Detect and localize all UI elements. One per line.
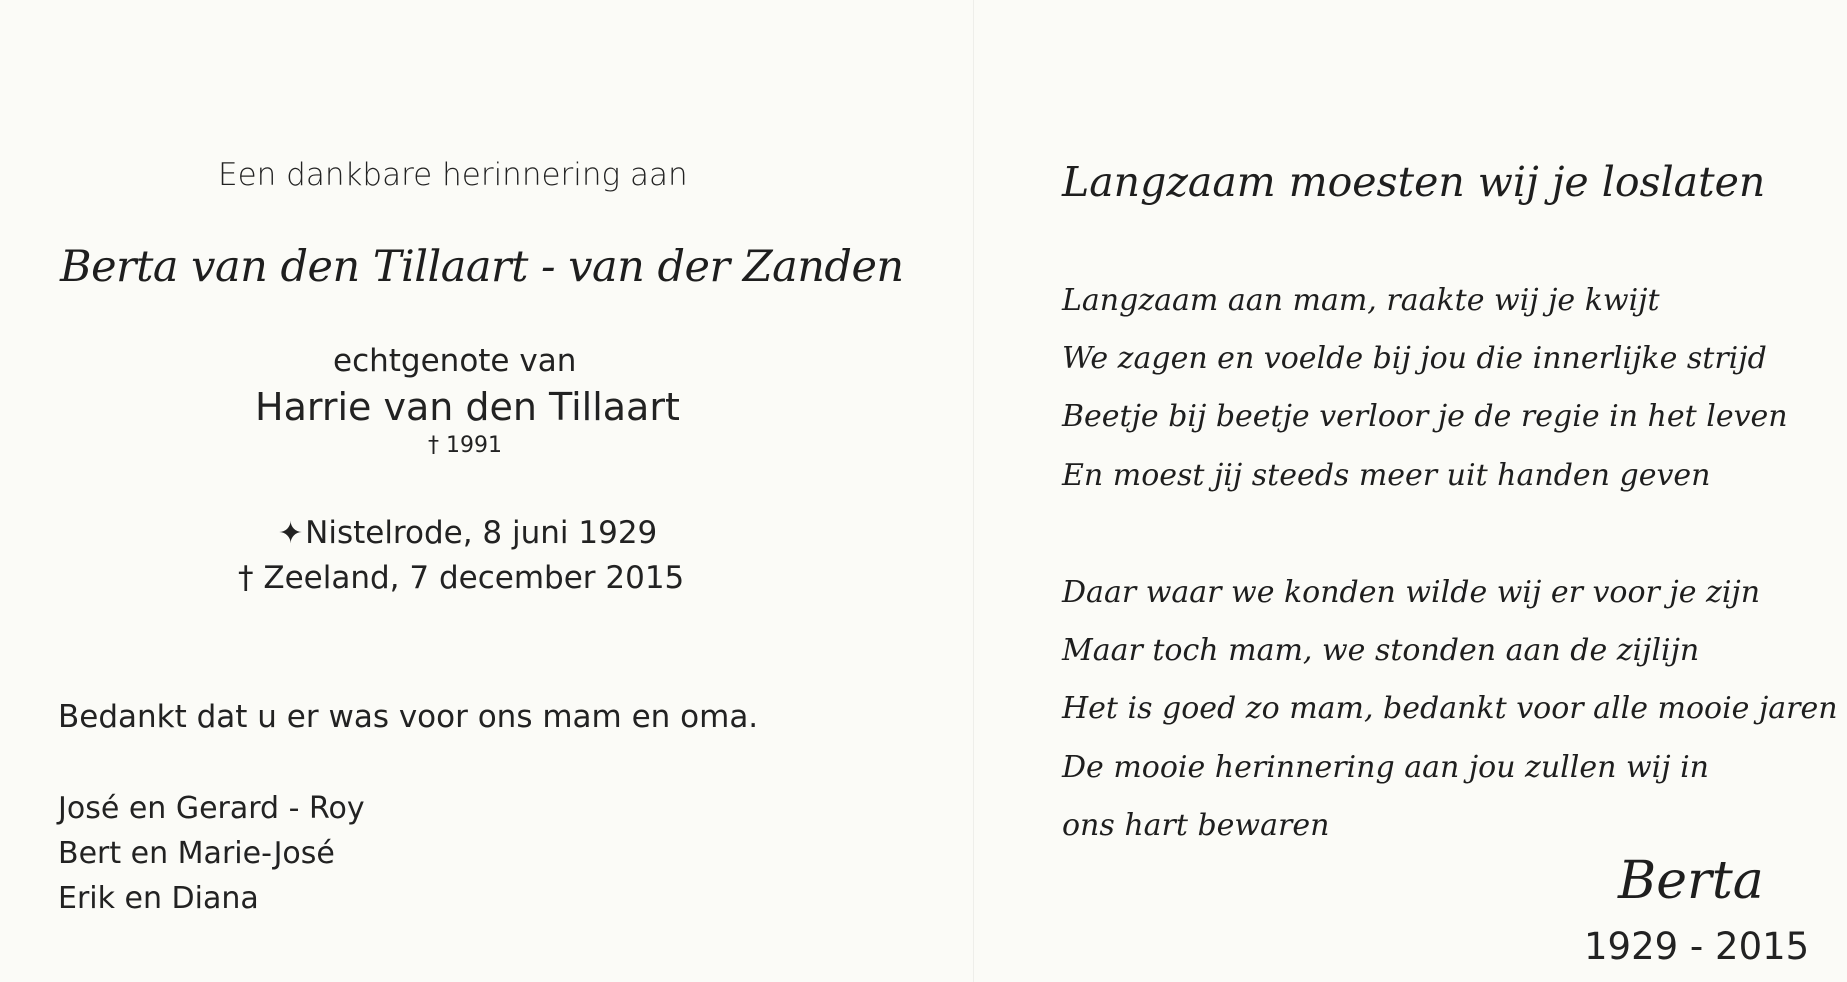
family-line: Erik en Diana bbox=[58, 881, 259, 916]
signature-years: 1929 - 2015 bbox=[1584, 925, 1810, 968]
poem-line: De mooie herinnering aan jou zullen wij in bbox=[1062, 750, 1710, 785]
family-line: José en Gerard - Roy bbox=[58, 791, 365, 826]
family-line: Bert en Marie-José bbox=[58, 836, 335, 871]
poem-line: Het is goed zo mam, bedankt voor alle mooie jaren bbox=[1062, 691, 1838, 726]
poem-line: En moest jij steeds meer uit handen geven bbox=[1062, 458, 1711, 493]
death-date: † Zeeland, 7 december 2015 bbox=[238, 560, 685, 596]
spouse-death-date: † 1991 bbox=[428, 433, 502, 458]
thanks-text: Bedankt dat u er was voor ons mam en oma. bbox=[58, 699, 759, 735]
intro-text: Een dankbare herinnering aan bbox=[218, 157, 688, 193]
poem-line: We zagen en voelde bij jou die innerlijke strijd bbox=[1062, 341, 1767, 376]
birth-date: Nistelrode, 8 juni 1929 bbox=[305, 515, 658, 551]
signature-name: Berta bbox=[1618, 851, 1764, 911]
spouse-label: echtgenote van bbox=[333, 343, 577, 379]
birth-star-icon: ✦ bbox=[278, 516, 304, 551]
poem-title: Langzaam moesten wij je loslaten bbox=[1062, 158, 1766, 206]
poem-line: Langzaam aan mam, raakte wij je kwijt bbox=[1062, 283, 1660, 318]
card-fold-line bbox=[973, 0, 974, 982]
birth-line bbox=[278, 515, 658, 551]
poem-line: ons hart bewaren bbox=[1062, 808, 1330, 843]
poem-line: Daar waar we konden wilde wij er voor je zijn bbox=[1062, 575, 1761, 610]
poem-line: Beetje bij beetje verloor je de regie in het leven bbox=[1062, 399, 1788, 434]
poem-line: Maar toch mam, we stonden aan de zijlijn bbox=[1062, 633, 1700, 668]
spouse-name: Harrie van den Tillaart bbox=[255, 385, 680, 429]
deceased-name: Berta van den Tillaart - van der Zanden bbox=[60, 242, 904, 292]
